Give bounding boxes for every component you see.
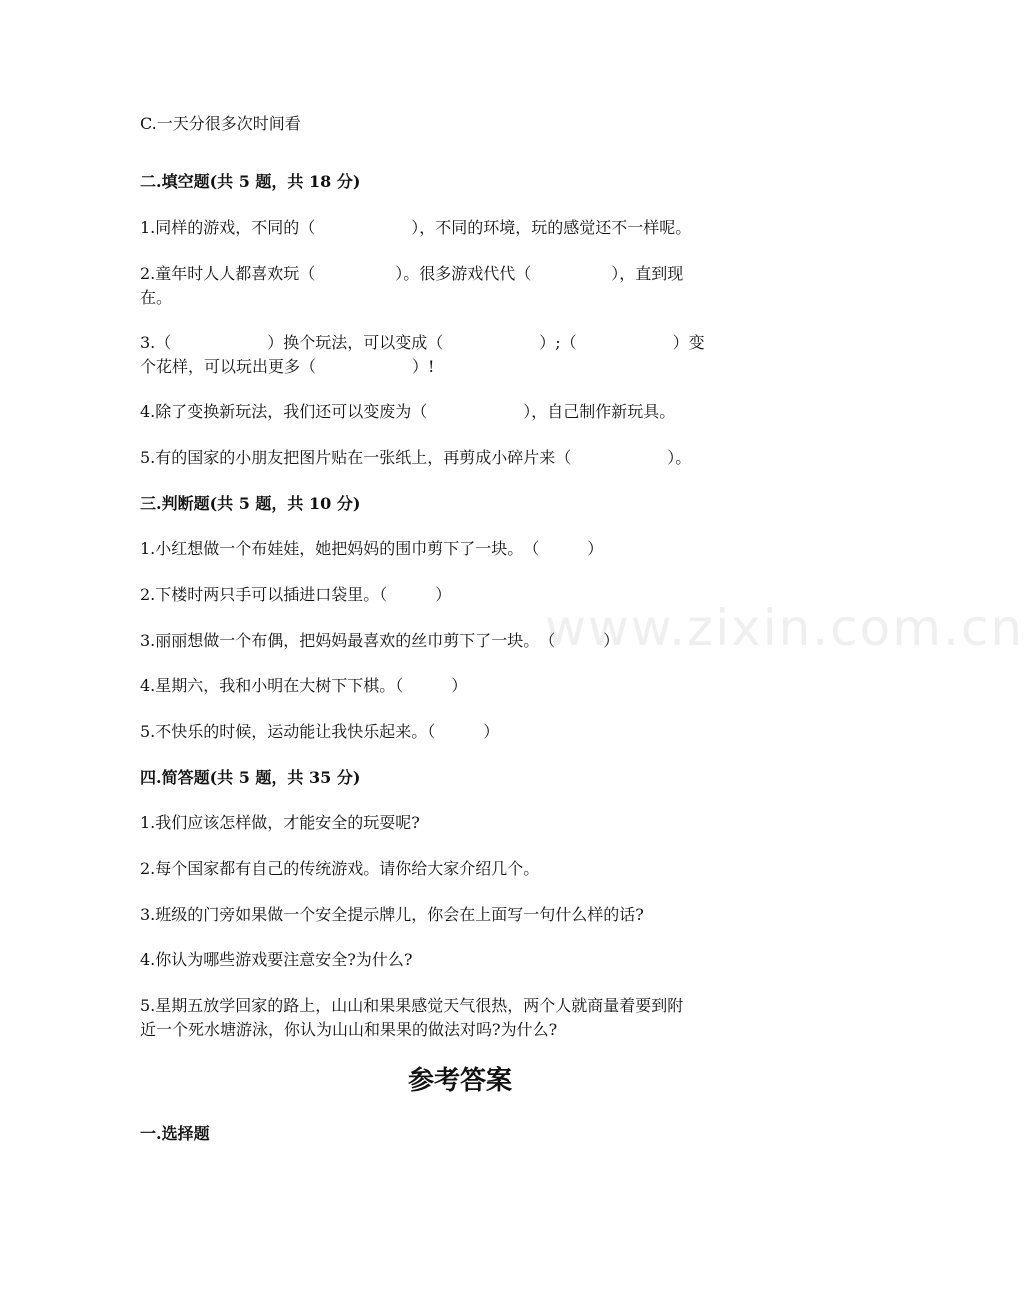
section-2-title: 二.填空题(共 5 题，共 18 分) [140,172,361,191]
answer-heading: 参考答案 [407,1066,512,1096]
fill-question-5: 5.有的国家的小朋友把图片贴在一张纸上，再剪成小碎片来（ ）。 [140,448,692,467]
judge-question-2: 2.下楼时两只手可以插进口袋里。（ ） [140,585,452,604]
short-question-1: 1.我们应该怎样做，才能安全的玩耍呢? [140,813,420,832]
short-question-3: 3.班级的门旁如果做一个安全提示牌儿，你会在上面写一句什么样的话? [140,905,644,924]
fill-question-2: 2.童年时人人都喜欢玩（ ）。很多游戏代代（ ），直到现 [140,264,684,283]
section-3-title: 三.判断题(共 5 题，共 10 分) [140,494,361,513]
short-question-4: 4.你认为哪些游戏要注意安全?为什么? [140,950,413,969]
fill-question-3-cont: 个花样，可以玩出更多（ ）! [140,357,435,376]
fill-question-2-cont: 在。 [140,288,173,307]
fill-question-1: 1.同样的游戏，不同的（ ），不同的环境，玩的感觉还不一样呢。 [140,218,692,237]
judge-question-3: 3.丽丽想做一个布偶，把妈妈最喜欢的丝巾剪下了一块。 （ ） [140,631,620,650]
answer-section-1-title: 一.选择题 [140,1124,210,1143]
short-question-5-cont: 近一个死水塘游泳，你认为山山和果果的做法对吗?为什么? [140,1020,558,1039]
fill-question-4: 4.除了变换新玩法，我们还可以变废为（ ），自己制作新玩具。 [140,402,676,421]
watermark-text: www.zixin.com.cn [545,599,1024,657]
section-4-title: 四.简答题(共 5 题，共 35 分) [140,768,361,787]
judge-question-1: 1.小红想做一个布娃娃，她把妈妈的围巾剪下了一块。 （ ） [140,539,604,558]
judge-question-5: 5.不快乐的时候，运动能让我快乐起来。（ ） [140,722,500,741]
fill-question-3: 3.（ ）换个玩法，可以变成（ ）;（ ）变 [140,333,705,352]
short-question-5: 5.星期五放学回家的路上，山山和果果感觉天气很热，两个人就商量着要到附 [140,996,684,1015]
judge-question-4: 4.星期六，我和小明在大树下下棋。（ ） [140,676,468,695]
short-question-2: 2.每个国家都有自己的传统游戏。请你给大家介绍几个。 [140,859,540,878]
option-c: C.一天分很多次时间看 [140,114,301,133]
